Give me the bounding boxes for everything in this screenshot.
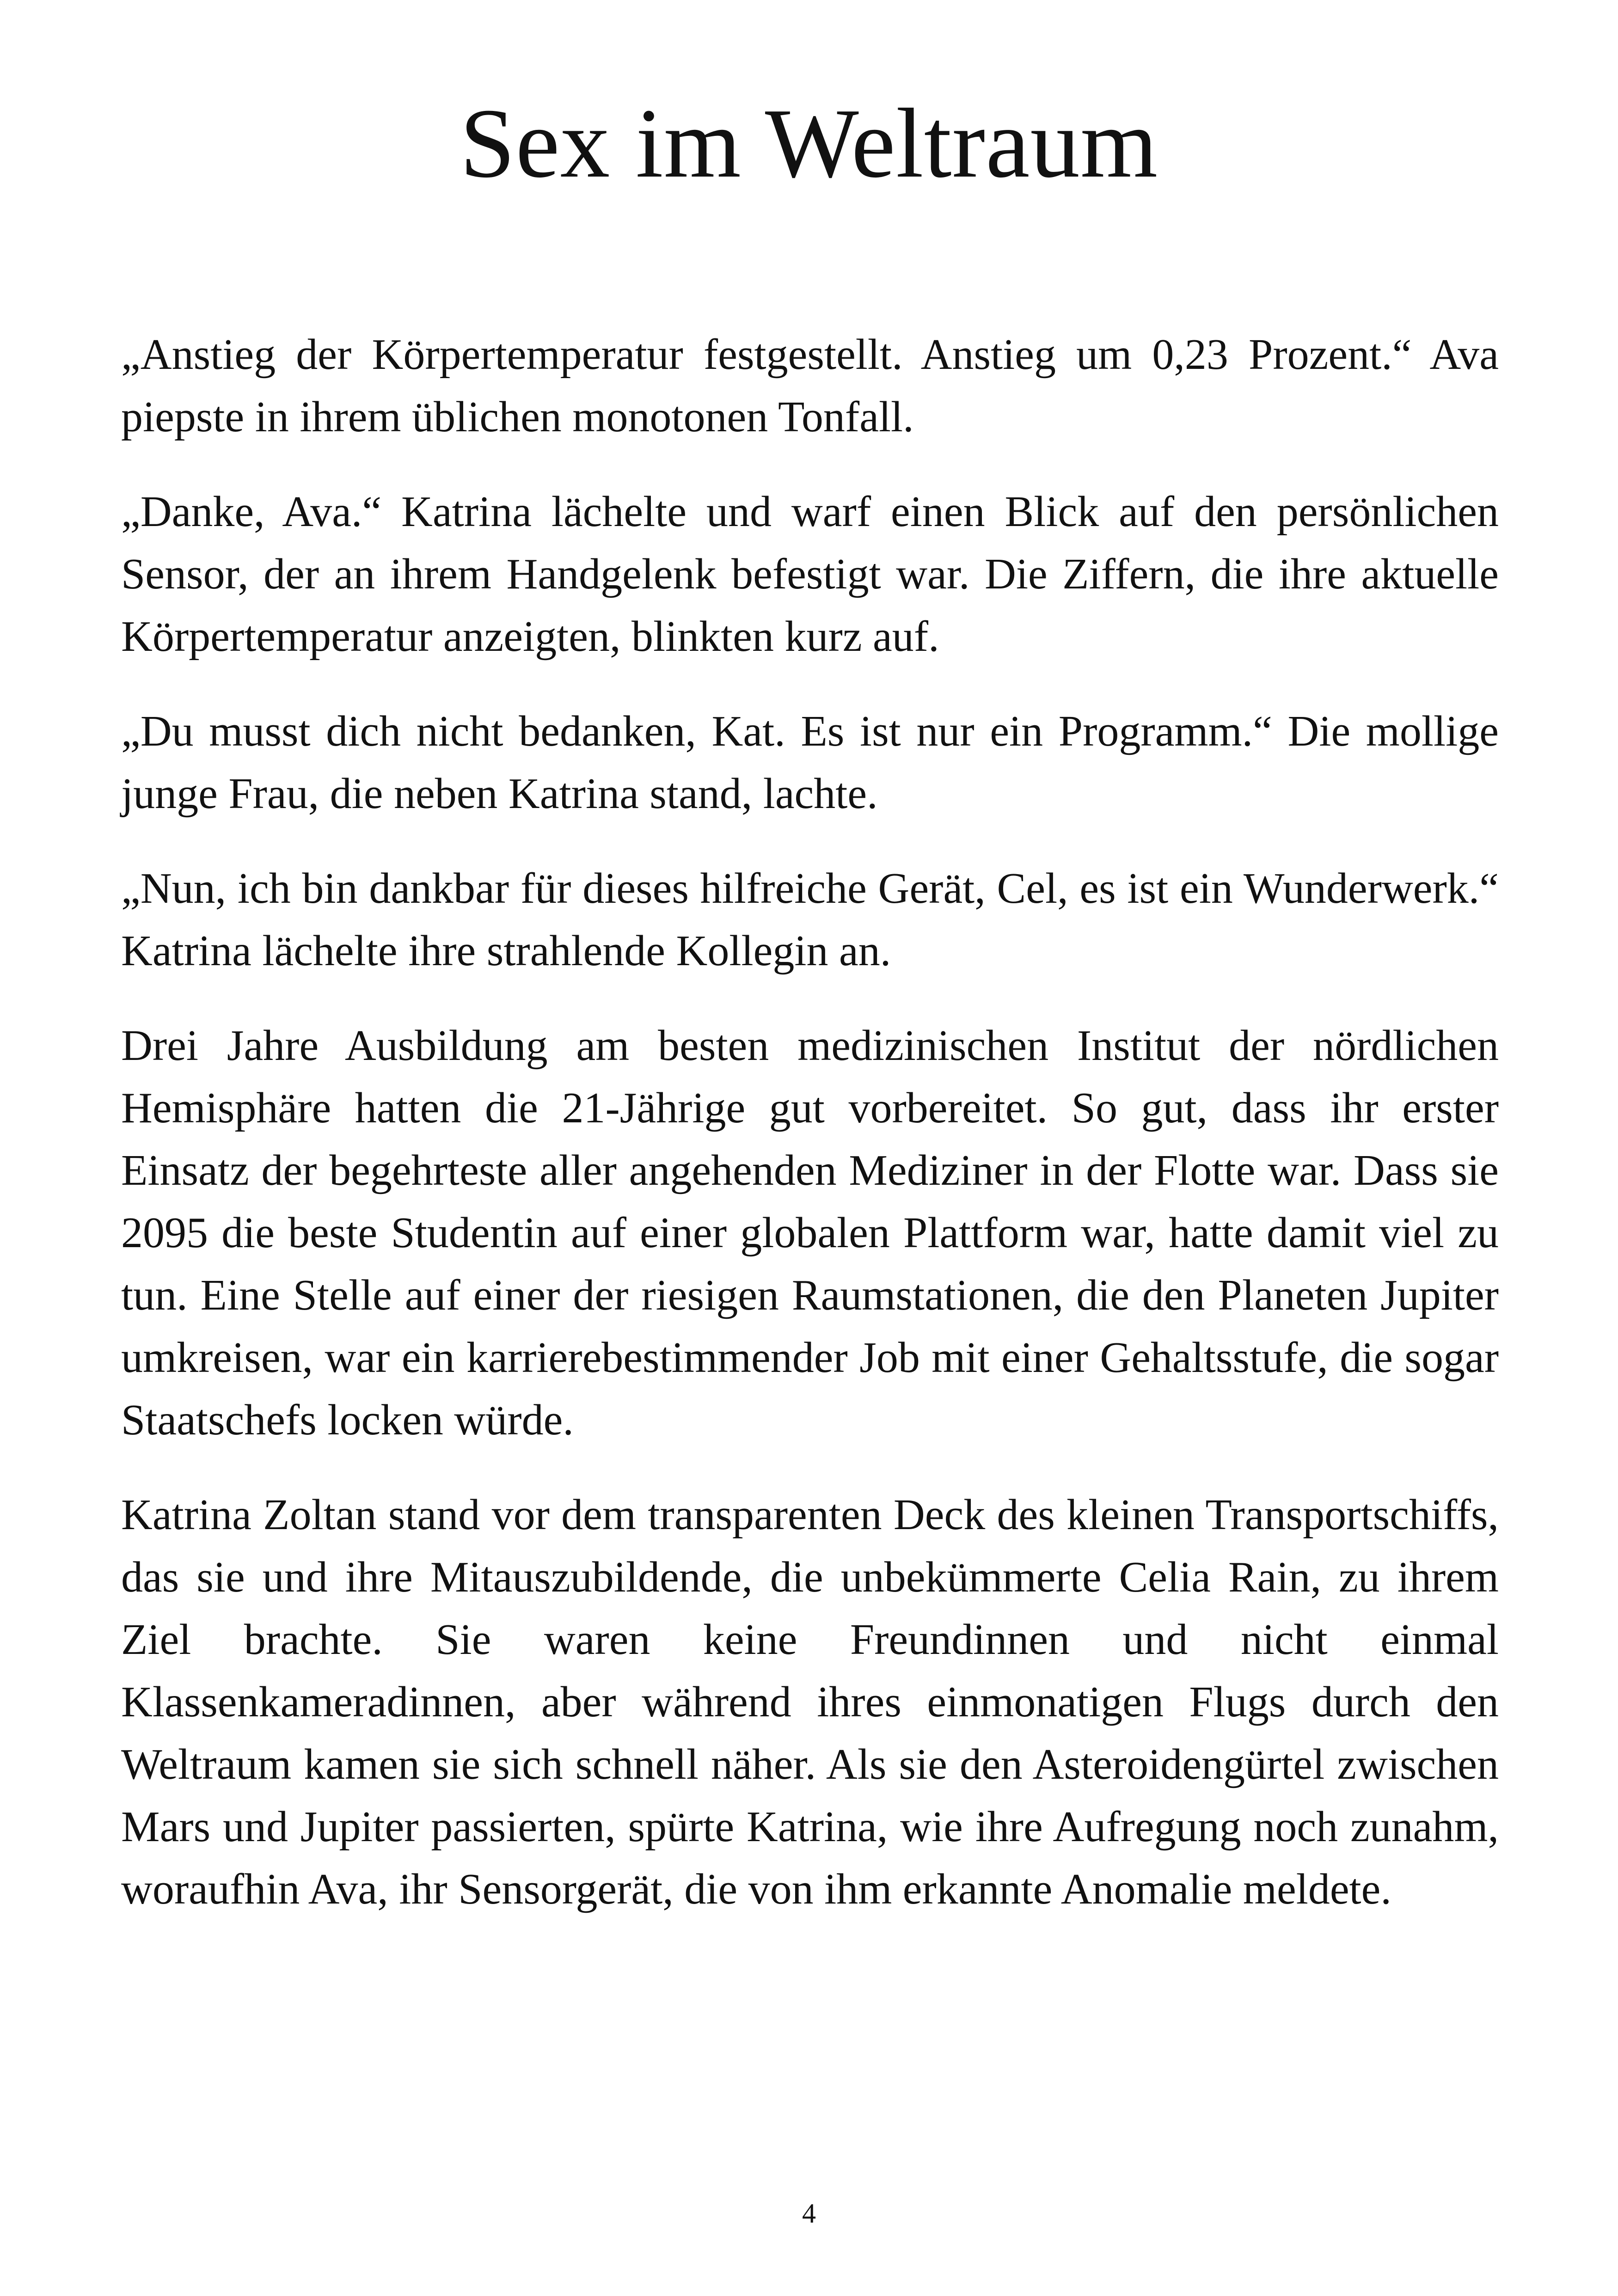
paragraph-4: „Nun, ich bin dankbar für dieses hilfreiche Gerät, Cel, es ist ein Wunderwerk.“ Katrina lächelte ihre strahlende Kollegin an. [121,864,1499,975]
page-number: 4 [802,2198,816,2229]
paragraph-5: Drei Jahre Ausbildung am besten medizinischen Institut der nördlichen Hemisphäre hatten die 21-Jährige gut vorbereitet. So gut, dass ihr erster Einsatz der begehrteste aller angehenden Mediziner in der Flotte war. Dass sie 2095 die beste Studentin auf einer globalen Plattform war, hatte damit viel zu tun. Eine Stelle auf einer der riesigen Raumstationen, die den Planeten Jupiter umkreisen, war ein karrierebestimmender Job mit einer Gehaltsstufe, die sogar Staatschefs locken würde. [121,1022,1499,1444]
page-title: Sex im Weltraum [460,88,1158,198]
paragraph-3: „Du musst dich nicht bedanken, Kat. Es ist nur ein Programm.“ Die mollige junge Frau, die neben Katrina stand, lachte. [121,707,1499,818]
paragraph-6: Katrina Zoltan stand vor dem transparenten Deck des kleinen Transportschiffs, das sie und ihre Mitauszubildende, die unbekümmerte Celia Rain, zu ihrem Ziel brachte. Sie waren keine Freundinnen und nicht einmal Klassenkameradinnen, aber während ihres einmonatigen Flugs durch den Weltraum kamen sie sich schnell näher. Als sie den Asteroidengürtel zwischen Mars und Jupiter passierten, spürte Katrina, wie ihre Aufregung noch zunahm, woraufhin Ava, ihr Sensorgerät, die von ihm erkannte Anomalie meldete. [121,1491,1499,1913]
paragraph-1: „Anstieg der Körpertemperatur festgestellt. Anstieg um 0,23 Prozent.“ Ava piepste in ihrem üblichen monotonen Tonfall. [121,331,1499,441]
body-text [121,324,1499,1953]
paragraph-2: „Danke, Ava.“ Katrina lächelte und warf einen Blick auf den persönlichen Sensor, der an ihrem Handgelenk befestigt war. Die Ziffern, die ihre aktuelle Körpertemperatur anzeigten, blinkten kurz auf. [121,488,1499,661]
